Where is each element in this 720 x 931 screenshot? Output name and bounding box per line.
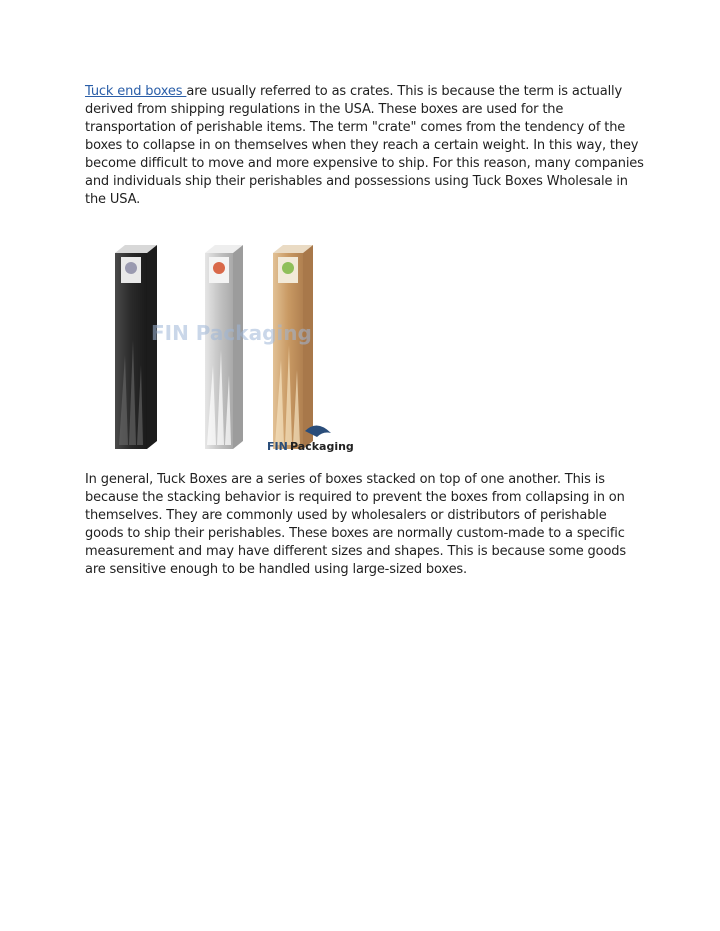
logo-fin-text: FIN: [267, 440, 288, 453]
tuck-boxes-illustration: [95, 205, 355, 460]
paragraph-general: In general, Tuck Boxes are a series of boxes stacked on top of one another. This is because the stacking behavior is required to prevent the boxes from collapsing in on themselves. They are commonly used by wholesalers or distributors of perishable goods to ship their perishables. These boxes are normally custom-made to a specific measurement and may have different sizes and shapes. This is because some goods are sensitive enough to be handled using large-sized boxes.: [85, 472, 626, 577]
silver-box: [205, 245, 243, 449]
dark-box: [115, 245, 157, 449]
gold-box-seal: [282, 262, 294, 274]
paragraph-intro: [85, 83, 645, 209]
gold-box: [273, 245, 313, 449]
document-body-2: [85, 471, 645, 579]
tuck-end-boxes-link[interactable]: Tuck end boxes: [85, 84, 187, 99]
paragraph-intro-text: are usually referred to as crates. This is because the term is actually derived from shipping regulations in the USA. These boxes are used for the transportation of perishable items. The term "crate" comes from the tendency of the boxes to collapse in on themselves when they reach a certain weight. In this way, they become difficult to move and more expensive to ship. For this reason, many companies and individuals ship their perishables and possessions using Tuck Boxes Wholesale in the USA.: [85, 84, 644, 207]
silver-box-seal: [213, 262, 225, 274]
product-photo: [95, 205, 355, 460]
watermark-text: FIN Packaging: [151, 321, 312, 345]
document-body: [85, 83, 645, 209]
logo-packaging-text: Packaging: [290, 440, 354, 453]
dark-box-seal: [125, 262, 137, 274]
